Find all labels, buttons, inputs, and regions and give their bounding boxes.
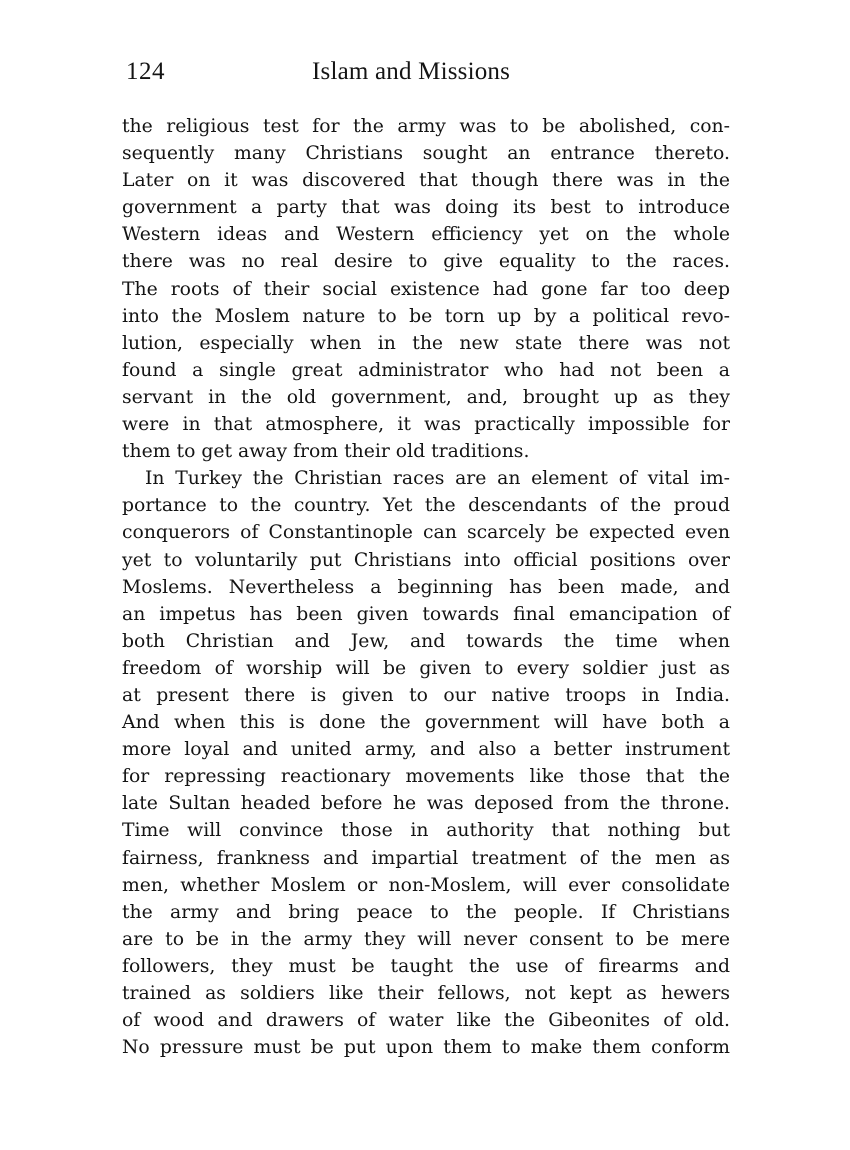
page-header xyxy=(122,58,730,98)
paragraph-start-line: In Turkey the Christian races are an element of vital im- xyxy=(145,468,730,490)
text-line: fairness, frankness and impartial treatment of the men as xyxy=(122,847,730,869)
text-line: portance to the country. Yet the descendants of the proud xyxy=(122,495,730,517)
body-text xyxy=(122,113,730,1061)
text-line: for repressing reactionary movements like those that the xyxy=(122,766,730,788)
text-line: were in that atmosphere, it was practically impossible for xyxy=(122,414,730,436)
text-line: of wood and drawers of water like the Gibeonites of old. xyxy=(122,1010,730,1032)
text-line: are to be in the army they will never consent to be mere xyxy=(122,928,730,950)
text-line: freedom of worship will be given to every soldier just as xyxy=(122,657,730,679)
page-number: 124 xyxy=(126,58,165,85)
text-line: both Christian and Jew, and towards the time when xyxy=(122,630,730,652)
text-line: lution, especially when in the new state there was not xyxy=(122,332,730,354)
book-page xyxy=(122,58,730,1059)
text-line: trained as soldiers like their fellows, not kept as hewers xyxy=(122,983,730,1004)
text-line: conquerors of Constantinople can scarcely be expected even xyxy=(122,522,730,544)
text-line: Later on it was discovered that though there was in the xyxy=(122,170,730,192)
text-line: government a party that was doing its best to introduce xyxy=(122,197,730,219)
text-line: sequently many Christians sought an entrance thereto. xyxy=(122,143,730,165)
text-line: servant in the old government, and, brought up as they xyxy=(122,386,730,408)
text-line: men, whether Moslem or non-Moslem, will ever consolidate xyxy=(122,874,730,896)
text-line: yet to voluntarily put Christians into official positions over xyxy=(122,549,730,571)
text-line: Moslems. Nevertheless a beginning has been made, and xyxy=(122,576,730,598)
text-line: No pressure must be put upon them to make them conform xyxy=(122,1037,730,1059)
text-line: there was no real desire to give equality to the races. xyxy=(122,251,730,273)
text-line: And when this is done the government will have both a xyxy=(122,712,730,734)
text-line: the army and bring peace to the people. If Christians xyxy=(122,901,730,923)
text-line: the religious test for the army was to be abolished, con- xyxy=(122,116,730,137)
running-title: Islam and Missions xyxy=(312,58,511,85)
text-line: late Sultan headed before he was deposed from the throne. xyxy=(122,793,730,815)
text-line: found a single great administrator who had not been a xyxy=(122,359,730,381)
text-line: Western ideas and Western efficiency yet on the whole xyxy=(122,224,730,246)
text-line: an impetus has been given towards final emancipation of xyxy=(122,603,730,625)
text-line: The roots of their social existence had gone far too deep xyxy=(122,278,730,300)
paragraph-end-line: them to get away from their old traditions. xyxy=(122,441,530,463)
text-line: into the Moslem nature to be torn up by a political revo- xyxy=(122,305,730,327)
text-line: at present there is given to our native troops in India. xyxy=(122,684,730,706)
text-line: Time will convince those in authority that nothing but xyxy=(122,820,730,842)
text-line: more loyal and united army, and also a better instrument xyxy=(122,739,730,761)
text-line: followers, they must be taught the use of firearms and xyxy=(122,955,730,977)
